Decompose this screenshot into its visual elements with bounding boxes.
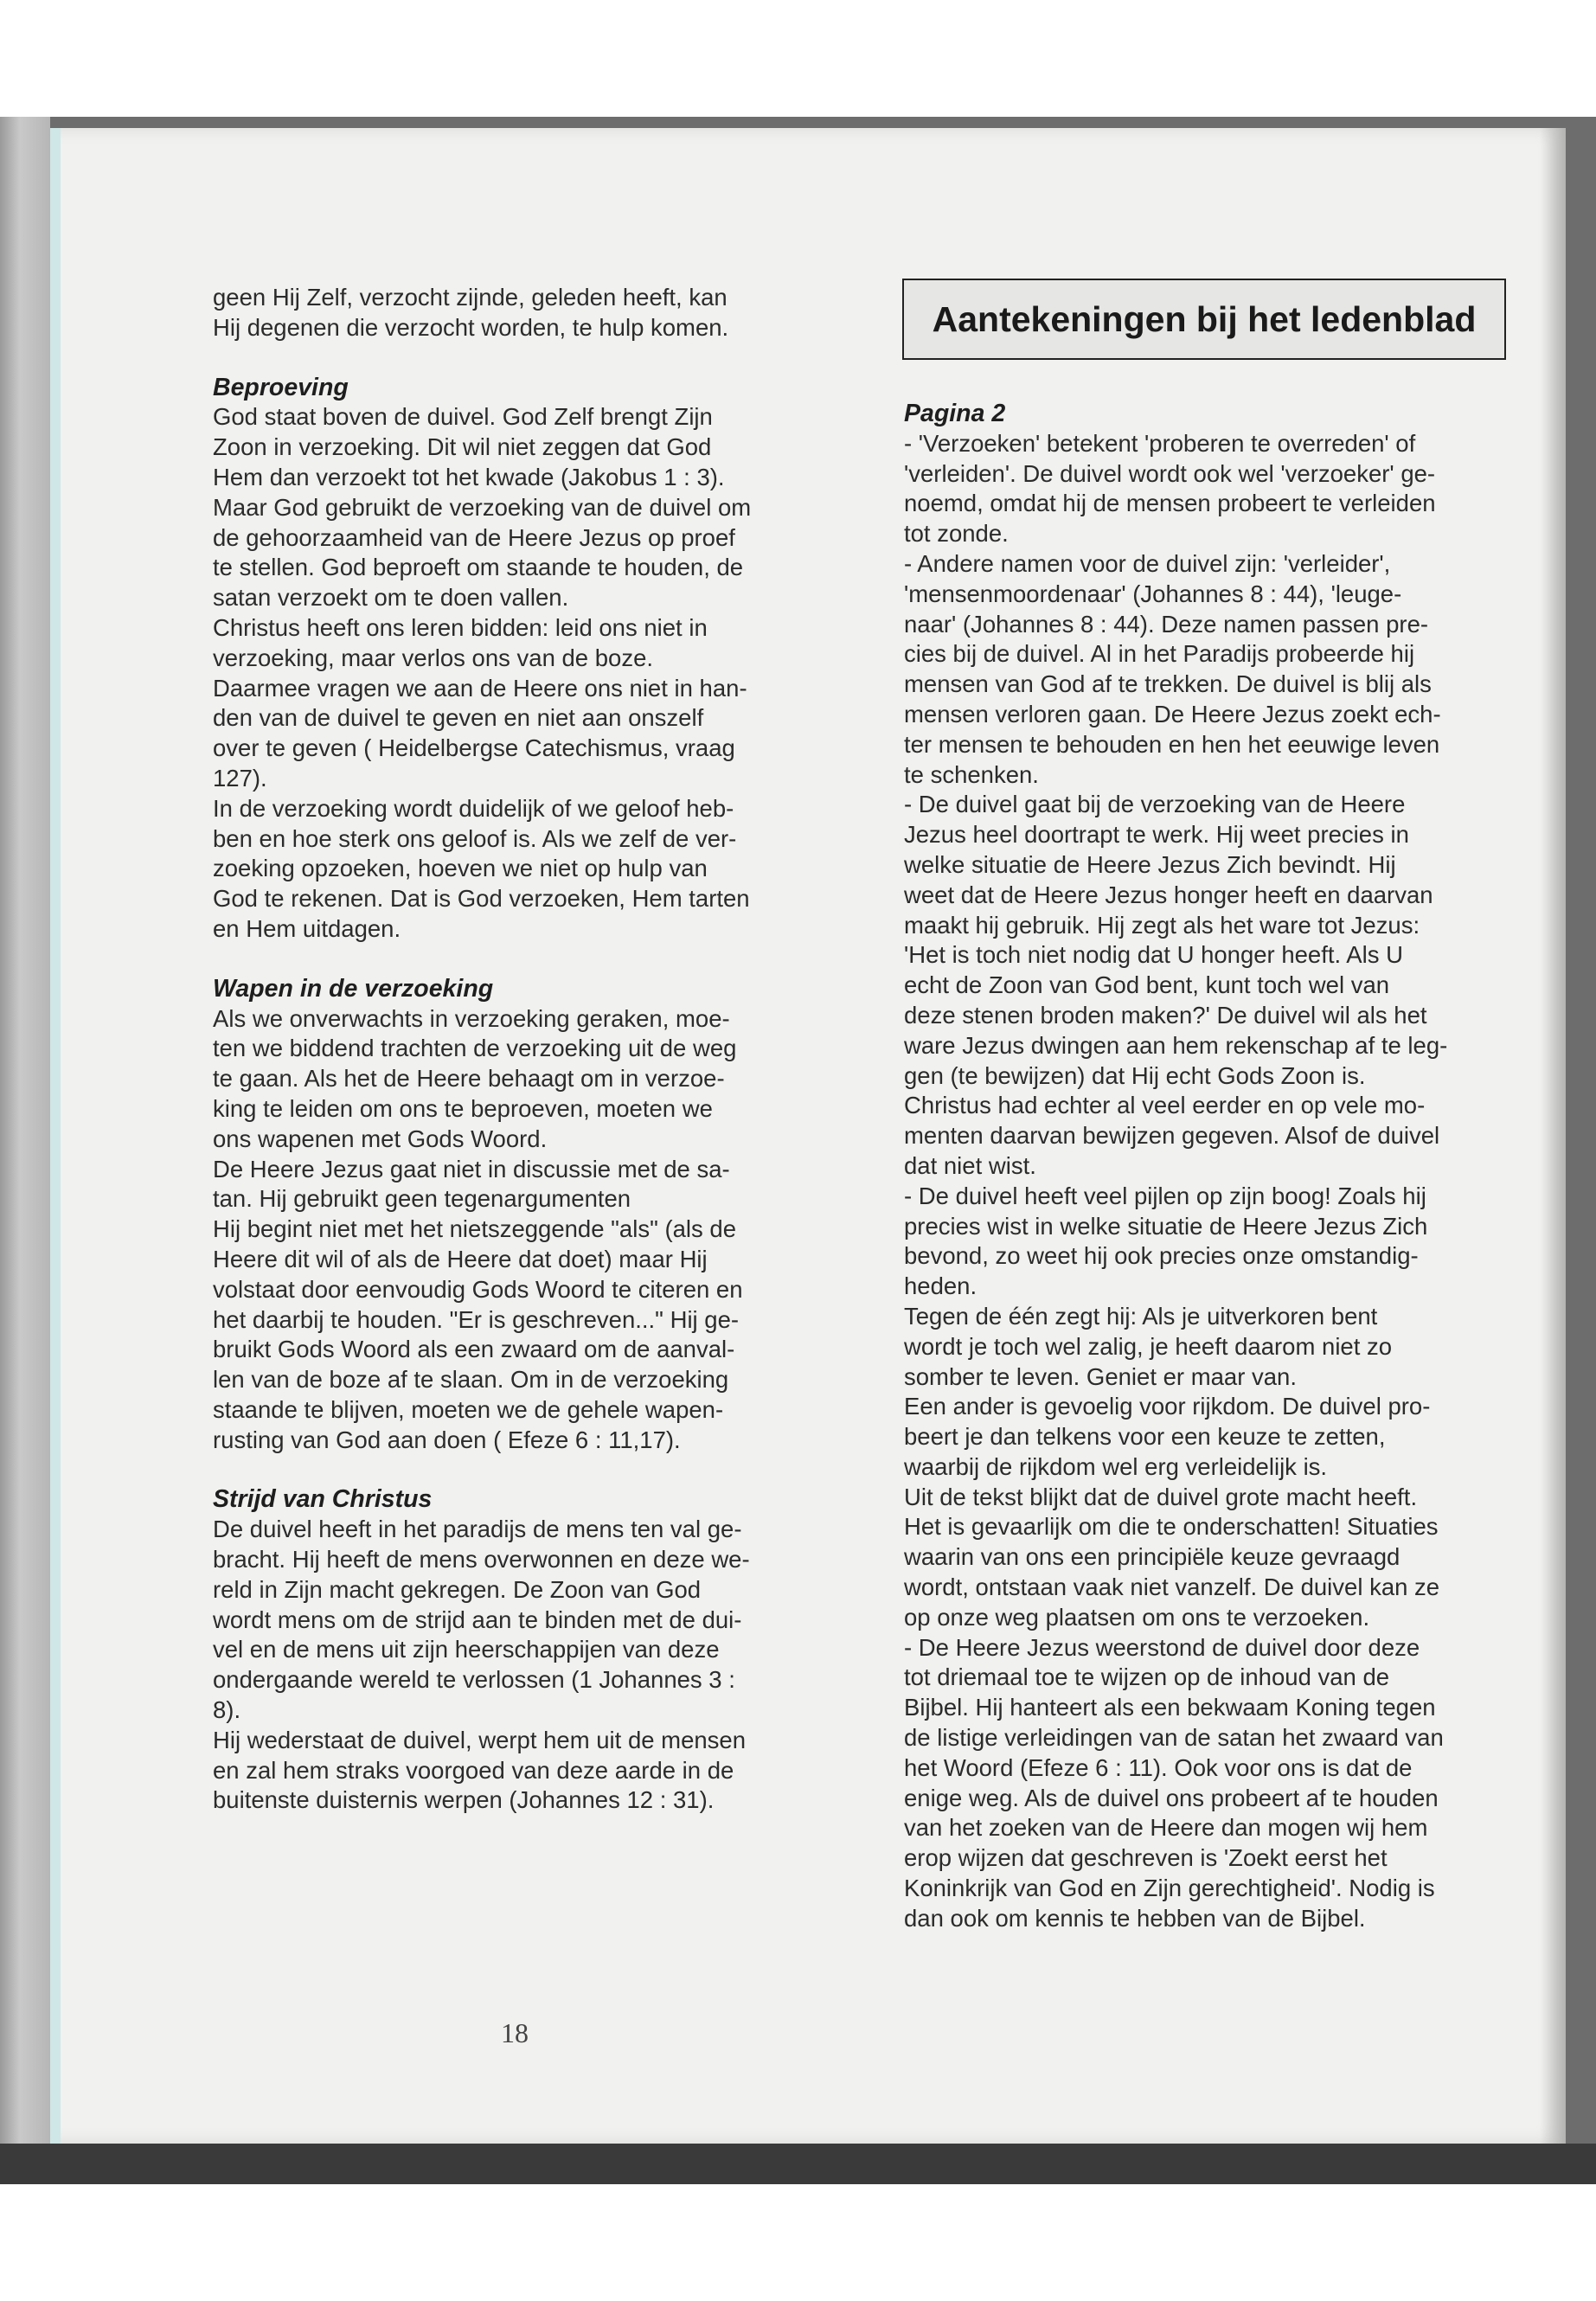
text-line: Hem dan verzoekt tot het kwade (Jakobus 1 : 3). <box>213 463 725 490</box>
text-line: maakt hij gebruik. Hij zegt als het ware tot Jezus: <box>904 911 1420 939</box>
subheading: Pagina 2 <box>904 400 1006 427</box>
text-line: te stellen. God beproeft om staande te houden, de <box>213 554 744 581</box>
text-line: ondergaande wereld te verlossen (1 Johannes 3 : <box>213 1666 735 1694</box>
right-column <box>904 399 1509 1934</box>
text-line: Een ander is gevoelig voor rijkdom. De duivel pro- <box>904 1393 1431 1420</box>
text-line: God te rekenen. Dat is God verzoeken, Hem tarten <box>213 885 750 913</box>
text-line: dan ook om kennis te hebben van de Bijbel. <box>904 1904 1366 1932</box>
text-line: tot zonde. <box>904 520 1009 548</box>
text-line: wordt, ontstaan vaak niet vanzelf. De duivel kan ze <box>904 1574 1440 1601</box>
text-line: mensen verloren gaan. De Heere Jezus zoekt ech- <box>904 700 1441 727</box>
text-line: Tegen de één zegt hij: Als je uitverkoren bent <box>904 1302 1378 1330</box>
text-line: Heere dit wil of als de Heere dat doet) maar Hij <box>213 1245 708 1272</box>
text-line: Christus had echter al veel eerder en op vele mo- <box>904 1092 1426 1119</box>
page-number: 18 <box>501 2017 529 2048</box>
text-line: bevond, zo weet hij ook precies onze omstandig- <box>904 1242 1419 1270</box>
text-line: zoeking opzoeken, hoeven we niet op hulp van <box>213 855 708 882</box>
text-line: satan verzoekt om te doen vallen. <box>213 584 569 612</box>
section-heading: Strijd van Christus <box>213 1485 433 1514</box>
text-line: tan. Hij gebruikt geen tegenargumenten <box>213 1185 631 1213</box>
text-line: rusting van God aan doen ( Efeze 6 : 11,17). <box>213 1426 681 1453</box>
text-line: de gehoorzaamheid van de Heere Jezus op proef <box>213 523 735 551</box>
text-line: Christus heeft ons leren bidden: leid ons niet in <box>213 613 708 641</box>
text-line: precies wist in welke situatie de Heere Jezus Zich <box>904 1212 1428 1240</box>
text-line: beert je dan telkens voor een keuze te zetten, <box>904 1423 1386 1451</box>
text-line: - 'Verzoeken' betekent 'proberen te overreden' of <box>904 429 1416 457</box>
text-line: Jezus heel doortrapt te werk. Hij weet precies in <box>904 821 1409 849</box>
section-heading: Wapen in de verzoeking <box>213 974 494 1003</box>
text-line: en Hem uitdagen. <box>213 914 401 942</box>
intro-paragraph <box>213 283 818 343</box>
text-line: somber te leven. Geniet er maar van. <box>904 1362 1297 1390</box>
text-line: weet dat de Heere Jezus honger heeft en daarvan <box>904 881 1433 908</box>
page-shadow <box>1540 128 1566 2144</box>
text-line: Zoon in verzoeking. Dit wil niet zeggen dat God <box>213 433 712 461</box>
text-line: God staat boven de duivel. God Zelf brengt Zijn <box>213 403 713 431</box>
section-heading: Beproeving <box>213 373 349 401</box>
section-title-box <box>902 279 1506 360</box>
page-edge <box>50 128 61 2144</box>
text-line: van het zoeken van de Heere dan mogen wij hem <box>904 1814 1428 1842</box>
text-line: verzoeking, maar verlos ons van de boze. <box>213 644 654 671</box>
text-line: wordt je toch wel zalig, je heeft daarom niet zo <box>904 1332 1393 1360</box>
text-line: - De duivel heeft veel pijlen op zijn boog! Zoals hij <box>904 1182 1426 1209</box>
text-line: en zal hem straks voorgoed van deze aarde in de <box>213 1756 734 1784</box>
text-line: den van de duivel te geven en niet aan onszelf <box>213 704 704 732</box>
text-line: Hij degenen die verzocht worden, te hulp komen. <box>213 313 729 341</box>
text-line: Als we onverwachts in verzoeking geraken, moe- <box>213 1004 730 1032</box>
text-line: erop wijzen dat geschreven is 'Zoekt eerst het <box>904 1844 1388 1872</box>
text-line: Koninkrijk van God en Zijn gerechtigheid'. Nodig is <box>904 1875 1435 1902</box>
text-line: ten we biddend trachten de verzoeking uit de weg <box>213 1035 737 1062</box>
text-line: volstaat door eenvoudig Gods Woord te citeren en <box>213 1275 743 1303</box>
binder-spine <box>0 117 50 2184</box>
text-line: Daarmee vragen we aan de Heere ons niet in han- <box>213 674 747 702</box>
text-line: het daarbij te houden. "Er is geschreven..." Hij ge- <box>213 1305 740 1333</box>
text-line: de listige verleidingen van de satan het zwaard van <box>904 1724 1444 1752</box>
text-line: De Heere Jezus gaat niet in discussie met de sa- <box>213 1155 730 1183</box>
text-line: 127). <box>213 764 267 792</box>
text-line: - De duivel gaat bij de verzoeking van de Heere <box>904 791 1406 818</box>
text-line: Hij begint niet met het nietszeggende "als" (als de <box>213 1215 737 1243</box>
text-line: In de verzoeking wordt duidelijk of we geloof heb- <box>213 794 734 822</box>
text-line: - De Heere Jezus weerstond de duivel door deze <box>904 1633 1420 1661</box>
text-line: naar' (Johannes 8 : 44). Deze namen passen pre- <box>904 610 1429 638</box>
text-line: buitenste duisternis werpen (Johannes 12 : 31). <box>213 1786 715 1814</box>
text-line: gen (te bewijzen) dat Hij echt Gods Zoon is. <box>904 1061 1366 1089</box>
text-line: bracht. Hij heeft de mens overwonnen en deze we- <box>213 1546 750 1574</box>
text-line: Uit de tekst blijkt dat de duivel grote macht heeft. <box>904 1483 1418 1510</box>
text-line: het Woord (Efeze 6 : 11). Ook voor ons is dat de <box>904 1753 1413 1781</box>
text-line: ware Jezus dwingen aan hem rekenschap af te leg- <box>904 1031 1448 1059</box>
text-line: te schenken. <box>904 760 1039 788</box>
text-line: bruikt Gods Woord als een zwaard om de aanval- <box>213 1336 735 1363</box>
text-line: king te leiden om ons te beproeven, moeten we <box>213 1094 713 1122</box>
text-line: wordt mens om de strijd aan te binden met de dui- <box>213 1606 742 1633</box>
text-line: noemd, omdat hij de mensen probeert te verleiden <box>904 490 1436 517</box>
text-line: 'mensenmoordenaar' (Johannes 8 : 44), 'leuge- <box>904 580 1402 607</box>
text-line: staande te blijven, moeten we de gehele wapen- <box>213 1395 724 1423</box>
text-line: cies bij de duivel. Al in het Paradijs probeerde hij <box>904 640 1415 668</box>
text-line: dat niet wist. <box>904 1151 1036 1179</box>
text-line: te gaan. Als het de Heere behaagt om in verzoe- <box>213 1065 725 1093</box>
text-line: De duivel heeft in het paradijs de mens ten val ge- <box>213 1516 742 1543</box>
text-line: mensen van God af te trekken. De duivel is blij als <box>904 670 1432 698</box>
text-line: 'Het is toch niet nodig dat U honger heeft. Als U <box>904 941 1403 969</box>
text-line: deze stenen broden maken?' De duivel wil als het <box>904 1001 1427 1029</box>
text-line: ons wapenen met Gods Woord. <box>213 1125 548 1152</box>
text-line: waarbij de rijkdom wel erg verleidelijk is. <box>904 1452 1328 1480</box>
text-line: Het is gevaarlijk om die te onderschatten! Situaties <box>904 1513 1439 1541</box>
text-line: reld in Zijn macht gekregen. De Zoon van God <box>213 1575 702 1603</box>
text-line: Maar God gebruikt de verzoeking van de duivel om <box>213 493 752 521</box>
text-line: ter mensen te behouden en hen het eeuwige leven <box>904 730 1440 758</box>
text-line: len van de boze af te slaan. Om in de verzoeking <box>213 1366 729 1394</box>
section-title: Aantekeningen bij het ledenblad <box>932 298 1477 339</box>
text-line: Bijbel. Hij hanteert als een bekwaam Koning tegen <box>904 1694 1436 1721</box>
text-line: welke situatie de Heere Jezus Zich bevindt. Hij <box>904 850 1396 878</box>
text-line: echt de Zoon van God bent, kunt toch wel van <box>904 971 1390 999</box>
text-line: heden. <box>904 1272 977 1300</box>
text-line: waarin van ons een principiële keuze gevraagd <box>904 1543 1401 1571</box>
binder-bottom <box>0 2144 1596 2184</box>
right-paragraphs <box>904 429 1509 1934</box>
text-line: - Andere namen voor de duivel zijn: 'verleider', <box>904 549 1391 577</box>
text-line: enige weg. Als de duivel ons probeert af te houden <box>904 1784 1439 1811</box>
left-column <box>213 283 818 1816</box>
text-line: 'verleiden'. De duivel wordt ook wel 'verzoeker' ge- <box>904 459 1436 487</box>
text-line: 8). <box>213 1696 241 1724</box>
text-line: menten daarvan bewijzen gegeven. Alsof de duivel <box>904 1122 1440 1150</box>
text-line: ben en hoe sterk ons geloof is. Als we zelf de ver- <box>213 824 737 852</box>
text-line: op onze weg plaatsen om ons te verzoeken. <box>904 1603 1370 1631</box>
text-line: Hij wederstaat de duivel, werpt hem uit de mensen <box>213 1726 747 1753</box>
text-line: vel en de mens uit zijn heerschappijen van deze <box>213 1636 720 1663</box>
text-line: geen Hij Zelf, verzocht zijnde, geleden heeft, kan <box>213 284 727 311</box>
left-sections <box>213 373 818 1817</box>
text-line: tot driemaal toe te wijzen op de inhoud van de <box>904 1663 1390 1691</box>
text-line: over te geven ( Heidelbergse Catechismus, vraag <box>213 734 735 762</box>
